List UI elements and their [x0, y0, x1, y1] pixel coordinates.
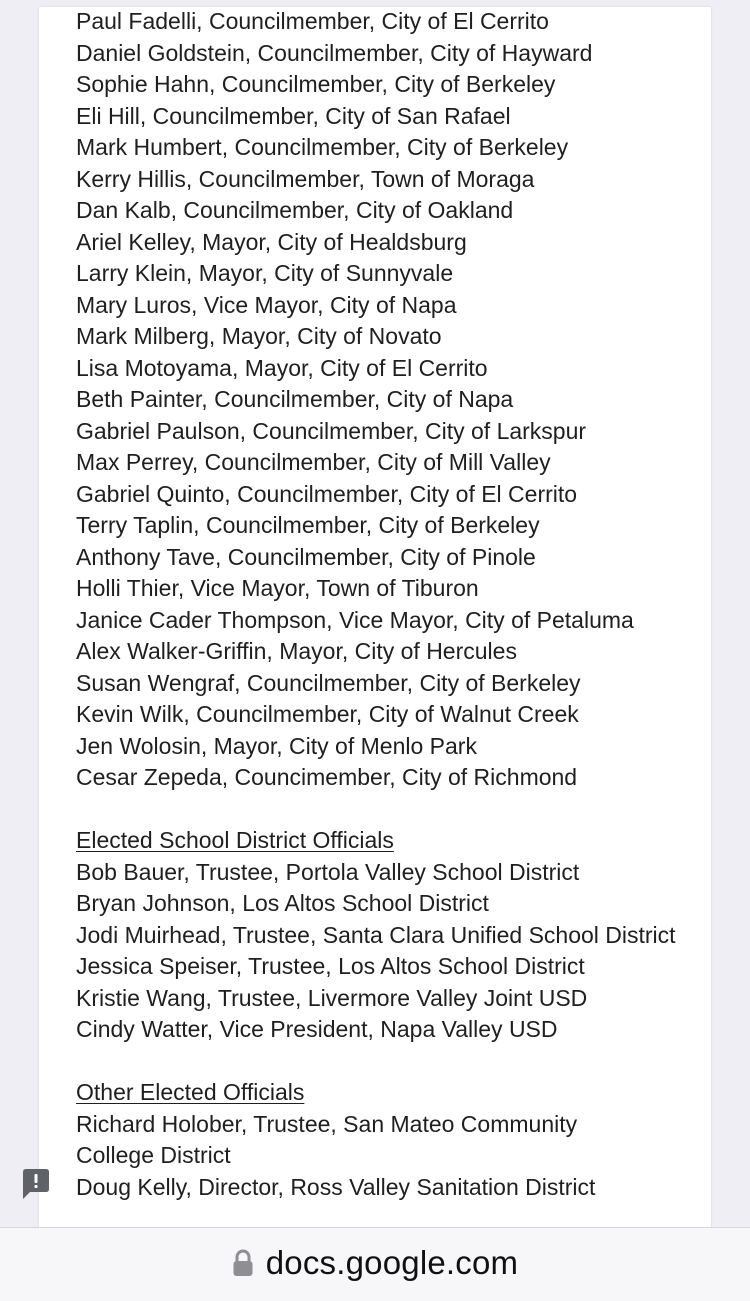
other-officials-section — [76, 1077, 676, 1203]
list-item: Mark Milberg, Mayor, City of Novato — [76, 323, 442, 349]
document-body — [76, 6, 676, 1203]
list-item: Jodi Muirhead, Trustee, Santa Clara Unified School District — [76, 921, 676, 948]
list-item: Richard Holober, Trustee, San Mateo Community College District — [76, 1110, 578, 1168]
list-item: Daniel Goldstein, Councilmember, City of Hayward — [76, 39, 593, 66]
list-item: Cesar Zepeda, Councimember, City of Richmond — [76, 764, 578, 790]
feedback-icon — [19, 1167, 53, 1201]
list-item: Gabriel Paulson, Councilmember, City of Larkspur — [76, 417, 587, 444]
list-item: Kevin Wilk, Councilmember, City of Walnut Creek — [76, 701, 579, 727]
paragraph-spacer — [76, 794, 676, 826]
list-item: Susan Wengraf, Councilmember, City of Berkeley — [76, 669, 581, 696]
paragraph-spacer — [76, 1046, 676, 1078]
list-item: Sophie Hahn, Councilmember, City of Berkeley — [76, 71, 556, 97]
address-bar-content[interactable] — [232, 1244, 518, 1282]
list-item: Dan Kalb, Councilmember, City of Oakland — [76, 197, 514, 223]
list-item: Max Perrey, Councilmember, City of Mill Valley — [76, 449, 551, 475]
url-text[interactable]: docs.google.com — [265, 1243, 519, 1281]
section-heading-other: Other Elected Officials — [76, 1079, 305, 1105]
list-item: Janice Cader Thompson, Vice Mayor, City of Petaluma — [76, 606, 634, 633]
list-item: Jen Wolosin, Mayor, City of Menlo Park — [76, 732, 477, 759]
list-item: Kristie Wang, Trustee, Livermore Valley Joint USD — [76, 984, 588, 1011]
list-item: Jessica Speiser, Trustee, Los Altos School District — [76, 953, 585, 979]
list-item: Beth Painter, Councilmember, City of Napa — [76, 386, 514, 412]
list-item: Bob Bauer, Trustee, Portola Valley School District — [76, 858, 580, 885]
list-item: Cindy Watter, Vice President, Napa Valley USD — [76, 1016, 558, 1042]
list-item: Paul Fadelli, Councilmember, City of El Cerrito — [76, 8, 549, 34]
list-item: Gabriel Quinto, Councilmember, City of El Cerrito — [76, 480, 578, 507]
school-officials-section — [76, 825, 676, 1046]
list-item: Ariel Kelley, Mayor, City of Healdsburg — [76, 228, 467, 255]
list-item: Doug Kelly, Director, Ross Valley Sanitation District — [76, 1173, 596, 1200]
feedback-button[interactable] — [19, 1167, 53, 1201]
list-item: Holli Thier, Vice Mayor, Town of Tiburon — [76, 575, 479, 601]
councilmember-list — [76, 6, 676, 794]
list-item: Terry Taplin, Councilmember, City of Berkeley — [76, 512, 540, 538]
list-item: Mary Luros, Vice Mayor, City of Napa — [76, 291, 457, 318]
list-item: Kerry Hillis, Councilmember, Town of Moraga — [76, 165, 535, 192]
list-item: Eli Hill, Councilmember, City of San Rafael — [76, 102, 511, 129]
list-item: Bryan Johnson, Los Altos School District — [76, 890, 489, 916]
list-item: Mark Humbert, Councilmember, City of Berkeley — [76, 134, 569, 160]
list-item: Lisa Motoyama, Mayor, City of El Cerrito — [76, 354, 488, 381]
section-heading-school: Elected School District Officials — [76, 827, 394, 853]
list-item: Larry Klein, Mayor, City of Sunnyvale — [76, 260, 454, 286]
list-item: Anthony Tave, Councilmember, City of Pinole — [76, 543, 536, 570]
list-item: Alex Walker-Griffin, Mayor, City of Hercules — [76, 638, 517, 664]
browser-address-bar[interactable] — [0, 1227, 750, 1301]
lock-icon — [232, 1249, 254, 1277]
